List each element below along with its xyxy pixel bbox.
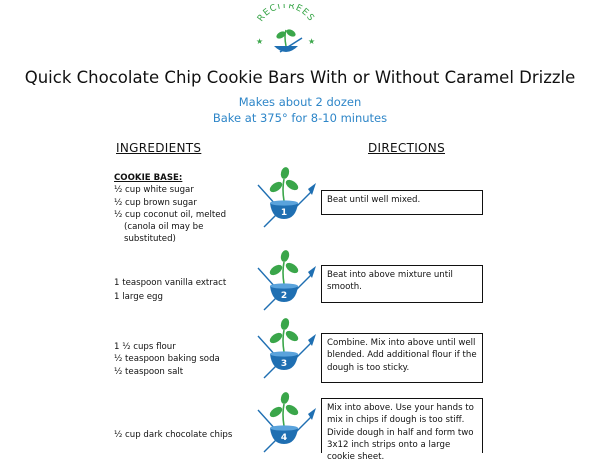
ingredient-note: substituted) (124, 234, 176, 245)
direction-box-4: Mix into above. Use your hands to mix in chips if dough is too stiff. Divide dough in half and form two 3x12 inch strips onto a large cookie sheet. (321, 398, 483, 453)
leaf-icon (268, 180, 284, 195)
bowl-rim-icon (270, 200, 298, 205)
ingredient-item: ½ teaspoon baking soda (114, 354, 220, 365)
svg-text:★: ★ (256, 37, 264, 46)
stem-icon (283, 330, 284, 352)
ingredients-group-1 (114, 172, 226, 246)
bake-text: Bake at 375° for 8-10 minutes (212, 111, 388, 125)
ingredients-group-4 (114, 429, 232, 441)
step-1-icon (250, 165, 320, 231)
ingredient-item: ½ cup coconut oil, melted (114, 209, 227, 220)
recipe-title: Quick Chocolate Chip Cookie Bars With or Without Caramel Drizzle (24, 68, 576, 87)
ingredient-item: ½ cup dark chocolate chips (114, 430, 233, 440)
ingredient-note: (canola oil may be (124, 222, 204, 233)
ingredient-item: 1 teaspoon vanilla extract (114, 278, 227, 288)
ingredient-item: ½ teaspoon salt (114, 366, 184, 377)
stem-icon (283, 179, 284, 201)
step-4-icon (250, 390, 320, 456)
leaf-icon (284, 178, 300, 193)
recitrees-logo (250, 4, 322, 62)
bowl-rim-icon (270, 283, 298, 288)
ingredient-item: ½ cup white sugar (114, 185, 194, 196)
svg-text:★: ★ (308, 37, 316, 46)
bowl-rim-icon (270, 425, 298, 430)
leaf-icon (268, 263, 284, 278)
direction-box-2: Beat into above mixture until smooth. (321, 265, 483, 303)
step-2-icon (250, 248, 320, 314)
ingredient-item: 1 large egg (114, 292, 163, 302)
cookie-base-label: COOKIE BASE: (114, 173, 183, 183)
ingredients-group-3 (114, 341, 220, 378)
logo-text: RECITREES (255, 4, 317, 24)
ingredients-group-2 (114, 276, 226, 304)
yield-text: Makes about 2 dozen (238, 95, 362, 109)
directions-heading: DIRECTIONS (368, 141, 445, 155)
bowl-rim-icon (270, 351, 298, 356)
step-number: 4 (280, 433, 288, 443)
stem-icon (283, 404, 284, 426)
leaf-icon (284, 329, 300, 344)
step-number: 1 (280, 208, 288, 218)
leaf-icon (280, 166, 291, 180)
leaf-icon (284, 261, 300, 276)
step-number: 3 (280, 359, 288, 369)
leaf-icon (268, 405, 284, 420)
step-3-icon (250, 316, 320, 382)
ingredients-heading: INGREDIENTS (116, 141, 202, 155)
svg-text:RECITREES (256, 4, 316, 24)
leaf-icon (280, 391, 291, 405)
stem-icon (283, 262, 284, 284)
leaf-icon (280, 249, 291, 263)
leaf-icon (268, 331, 284, 346)
step-number: 2 (280, 291, 288, 301)
leaf-icon (284, 403, 300, 418)
ingredient-item: ½ cup brown sugar (114, 197, 197, 208)
direction-box-3: Combine. Mix into above until well blended. Add additional flour if the dough is too sticky. (321, 333, 483, 383)
direction-box-1: Beat until well mixed. (321, 190, 483, 215)
leaf-icon (280, 317, 291, 331)
ingredient-item: 1 ½ cups flour (114, 342, 176, 352)
